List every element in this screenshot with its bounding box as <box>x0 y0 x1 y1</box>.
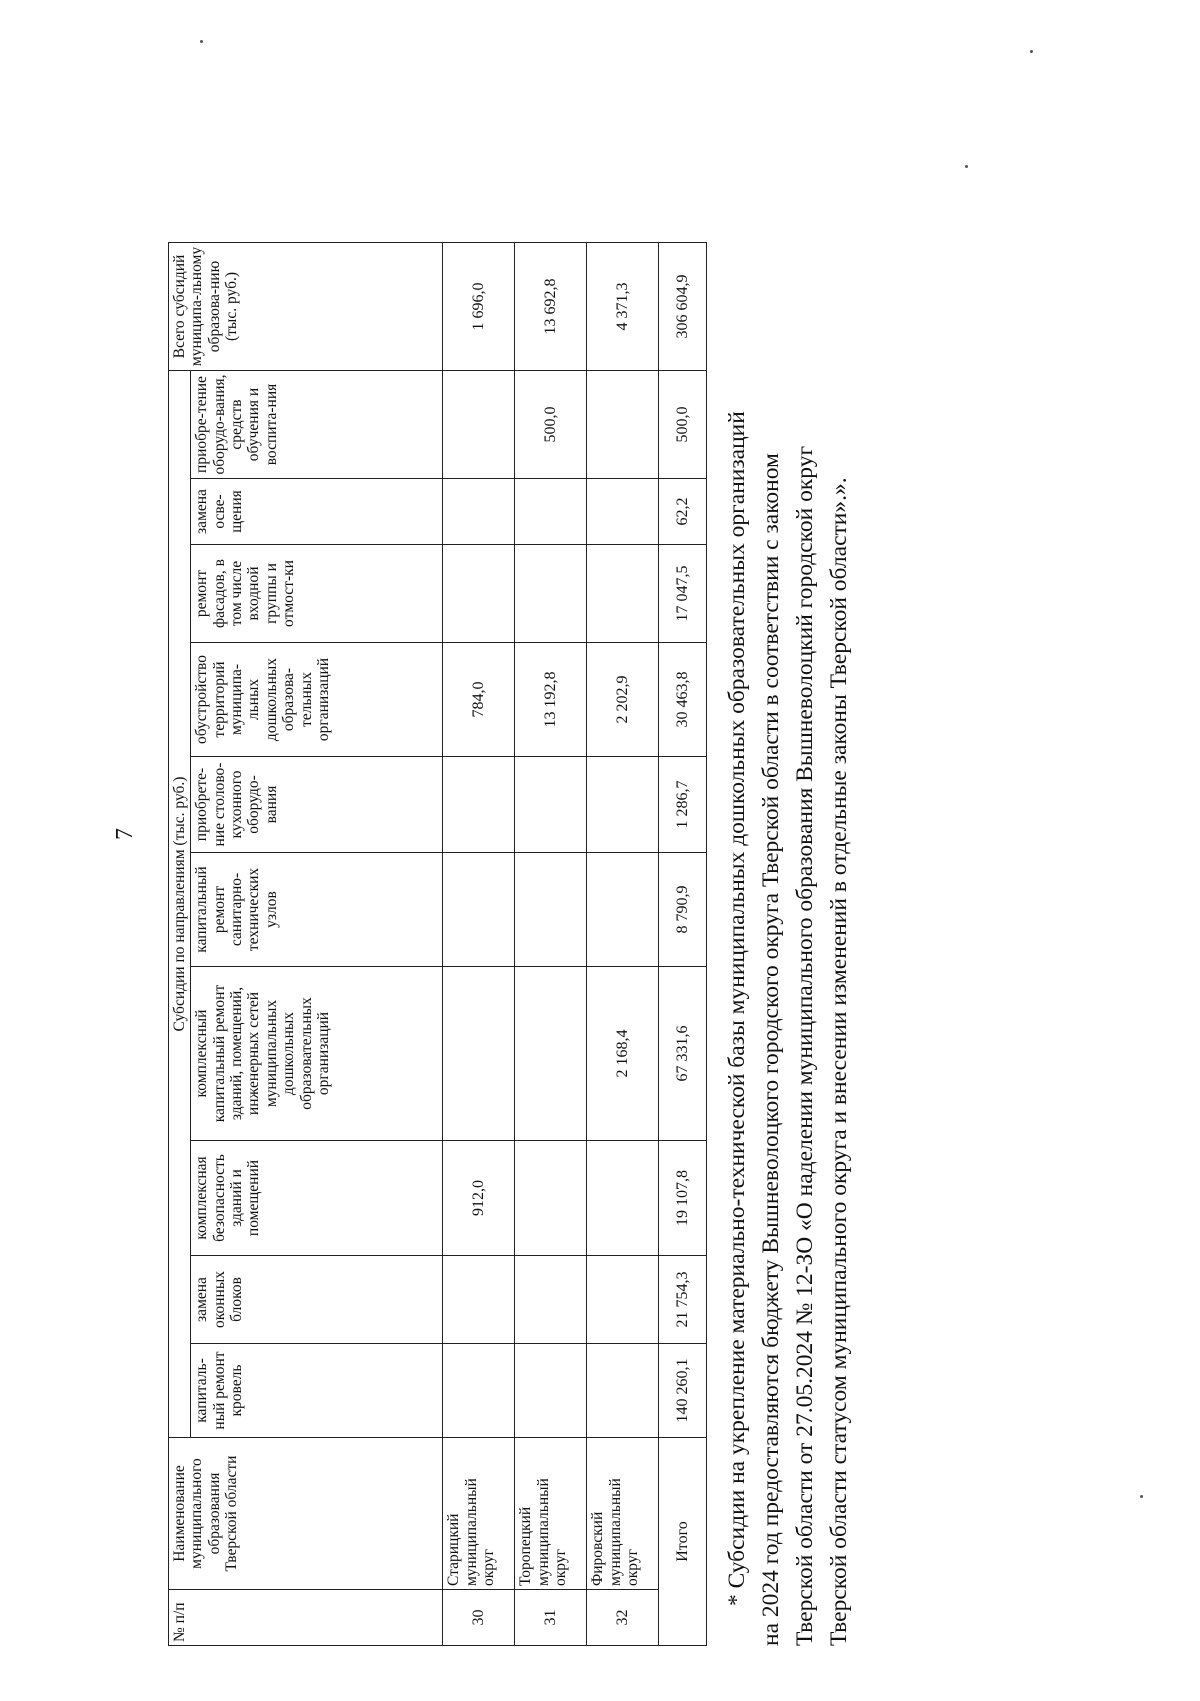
row-cell: 500,0 <box>515 371 587 479</box>
row-cell <box>515 1256 587 1344</box>
row-cell <box>587 1256 659 1344</box>
row-cell <box>587 545 659 643</box>
row-cell <box>587 371 659 479</box>
row-name: Фировский муниципальный округ <box>587 1438 659 1590</box>
header-direction-6: приобрете-ние столово-кухонного оборудо-вания <box>191 757 443 853</box>
row-cell <box>587 1344 659 1438</box>
scan-speck <box>965 165 968 168</box>
total-cell: 500,0 <box>659 371 707 479</box>
row-cell <box>443 1256 515 1344</box>
header-direction-5: капитальный ремонт санитарно-технических узлов <box>191 853 443 967</box>
total-cell: 1 286,7 <box>659 757 707 853</box>
row-cell: 13 192,8 <box>515 643 587 757</box>
header-total: Всего субсидий муниципа-льному образова-нию (тыс. руб.) <box>169 243 443 371</box>
total-cell: 19 107,8 <box>659 1141 707 1256</box>
row-cell <box>515 1344 587 1438</box>
row-cell <box>515 1141 587 1256</box>
row-cell: 784,0 <box>443 643 515 757</box>
footnote-line-3: Тверской области от 27.05.2024 № 12-ЗО «О наделении муниципального образования Вышневолоцкий городской округ <box>792 445 818 1646</box>
row-total: 13 692,8 <box>515 243 587 371</box>
row-cell <box>515 757 587 853</box>
row-cell <box>515 967 587 1141</box>
header-name: Наименование муниципального образования Тверской области <box>169 1438 443 1590</box>
row-cell <box>443 479 515 545</box>
header-direction-3: комплексная безопасность зданий и помещений <box>191 1141 443 1256</box>
header-direction-4: комплексный капитальный ремонт зданий, помещений, инженерных сетей муниципальных дошкольных образовательных организаций <box>191 967 443 1141</box>
row-total: 4 371,3 <box>587 243 659 371</box>
total-cell: 8 790,9 <box>659 853 707 967</box>
grand-total: 306 604,9 <box>659 243 707 371</box>
total-cell: 62,2 <box>659 479 707 545</box>
total-label: Итого <box>659 1438 707 1646</box>
row-total: 1 696,0 <box>443 243 515 371</box>
table-row <box>515 243 587 1646</box>
row-cell <box>587 479 659 545</box>
row-cell <box>443 1344 515 1438</box>
scan-speck <box>200 40 203 43</box>
scan-speck <box>1030 50 1033 53</box>
row-cell <box>443 853 515 967</box>
total-cell: 21 754,3 <box>659 1256 707 1344</box>
row-cell <box>587 757 659 853</box>
header-direction-7: обустройство территорий муниципа-льных дошкольных образова-тельных организаций <box>191 643 443 757</box>
header-direction-10: приобре-тение оборудо-вания, средств обучения и воспита-ния <box>191 371 443 479</box>
header-num: № п/п <box>169 1590 443 1646</box>
header-direction-1: капиталь-ный ремонт кровель <box>191 1344 443 1438</box>
row-name: Старицкий муниципальный округ <box>443 1438 515 1590</box>
row-cell <box>587 853 659 967</box>
header-direction-9: замена осве-щения <box>191 479 443 545</box>
row-cell <box>443 757 515 853</box>
row-cell: 912,0 <box>443 1141 515 1256</box>
table-header-row-1 <box>169 243 191 1646</box>
table-row <box>587 243 659 1646</box>
row-cell <box>443 967 515 1141</box>
page-number: 7 <box>112 828 138 840</box>
table-total-row <box>659 243 707 1646</box>
subsidies-table <box>168 242 707 1646</box>
total-cell: 30 463,8 <box>659 643 707 757</box>
row-num: 31 <box>515 1590 587 1646</box>
footnote-line-1: * Субсидии на укрепление материально-технической базы муниципальных дошкольных образовательных организаций <box>724 411 750 1606</box>
total-cell: 67 331,6 <box>659 967 707 1141</box>
row-cell <box>587 1141 659 1256</box>
row-cell <box>515 545 587 643</box>
footnote <box>720 136 856 1646</box>
row-cell <box>443 545 515 643</box>
row-cell <box>515 853 587 967</box>
row-num: 32 <box>587 1590 659 1646</box>
row-cell <box>443 371 515 479</box>
footnote-line-2: на 2024 год предоставляются бюджету Вышневолоцкого городского округа Тверской области в соответствии с законом <box>758 453 784 1646</box>
table-row <box>443 243 515 1646</box>
row-num: 30 <box>443 1590 515 1646</box>
row-cell: 2 202,9 <box>587 643 659 757</box>
header-directions-group: Субсидии по направлениям (тыс. руб.) <box>169 371 191 1438</box>
footnote-line-4: Тверской области статусом муниципального округа и внесении изменений в отдельные законы Тверской области».». <box>826 477 852 1646</box>
header-direction-8: ремонт фасадов, в том числе входной группы и отмост-ки <box>191 545 443 643</box>
row-cell <box>515 479 587 545</box>
row-name: Торопецкий муниципальный округ <box>515 1438 587 1590</box>
scan-speck <box>1140 1495 1143 1498</box>
row-cell: 2 168,4 <box>587 967 659 1141</box>
table-header-row-2 <box>191 243 443 1646</box>
header-direction-2: замена оконных блоков <box>191 1256 443 1344</box>
total-cell: 17 047,5 <box>659 545 707 643</box>
total-cell: 140 260,1 <box>659 1344 707 1438</box>
